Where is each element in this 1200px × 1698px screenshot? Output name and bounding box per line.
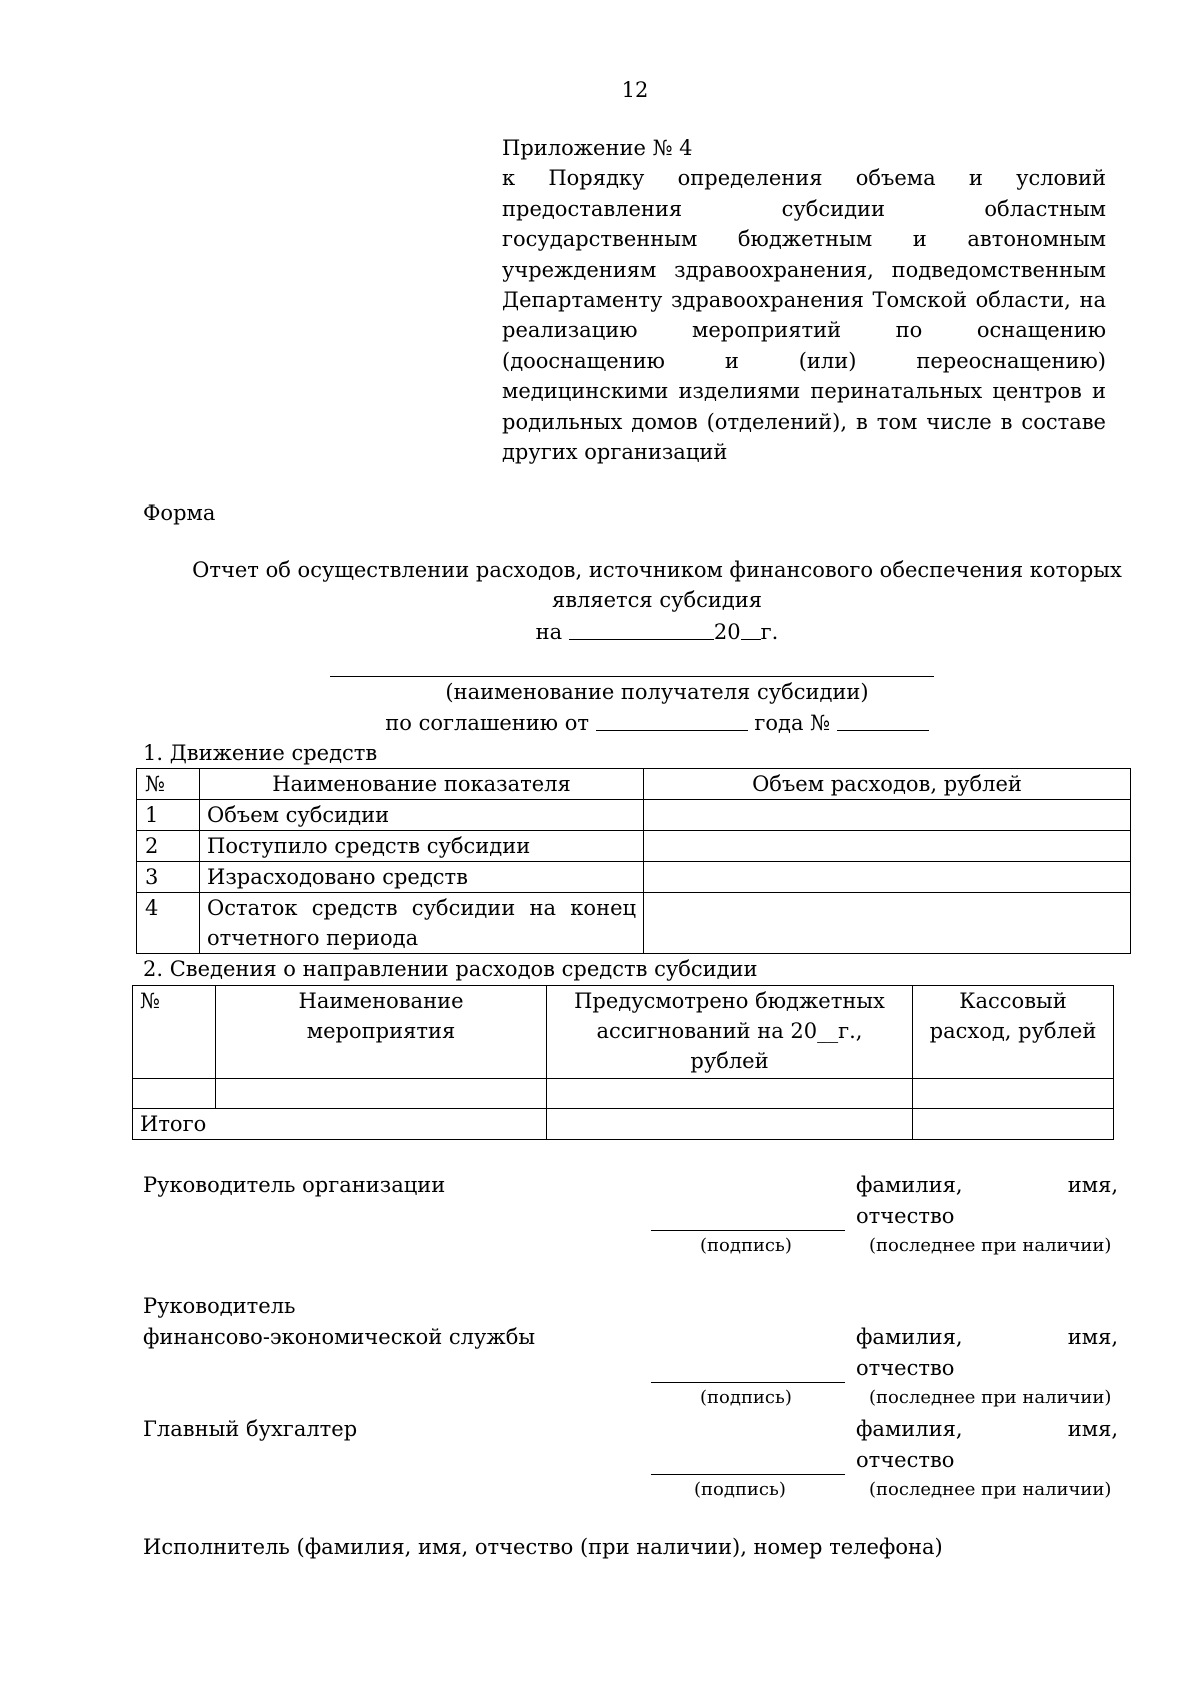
empty-cell[interactable] [913, 1079, 1114, 1109]
row-name-line: отчетного периода [207, 926, 419, 950]
table-header-row [137, 769, 1131, 800]
table-row [137, 800, 1131, 831]
signature-caption: (подпись) [700, 1235, 792, 1256]
signature-caption: (подпись) [700, 1387, 792, 1408]
total-row [133, 1109, 1114, 1140]
chief-accountant-label: Главный бухгалтер [143, 1417, 358, 1441]
header-num: № [137, 769, 200, 800]
recipient-caption: (наименование получателя субсидии) [445, 680, 869, 704]
empty-cell[interactable] [133, 1079, 216, 1109]
fio-line: отчество [856, 1356, 955, 1380]
amount-cell[interactable] [644, 893, 1131, 954]
row-num: 4 [137, 893, 200, 954]
annex-heading: Приложение № 4 [502, 136, 693, 160]
expense-direction-table [132, 985, 1114, 1140]
page-number: 12 [621, 78, 649, 102]
annex-line: государственным бюджетным и автономным [502, 227, 1106, 252]
signature-caption: (подпись) [694, 1479, 786, 1500]
amount-cell[interactable] [644, 862, 1131, 893]
fio-line: фамилия, имя, [856, 1173, 1118, 1197]
date-prefix: на [535, 620, 563, 644]
agreement-number-field[interactable] [837, 708, 929, 731]
fio-line: отчество [856, 1204, 955, 1228]
table-row [133, 1079, 1114, 1109]
row-num: 1 [137, 800, 200, 831]
fio-caption: (последнее при наличии) [869, 1479, 1112, 1500]
header-num: № [133, 986, 216, 1079]
header-text-line: Предусмотрено бюджетных [574, 989, 885, 1013]
executor-line: Исполнитель (фамилия, имя, отчество (при наличии), номер телефона) [143, 1535, 943, 1559]
annex-line: медицинскими изделиями перинатальных центров и [502, 379, 1106, 404]
annex-line: реализацию мероприятий по оснащению [502, 318, 1106, 343]
agreement-line [110, 708, 1200, 739]
signature-field[interactable] [651, 1382, 845, 1383]
date-blank-field[interactable] [569, 617, 714, 640]
funds-movement-table [136, 768, 1131, 954]
header-text-line: рублей [690, 1049, 769, 1073]
fin-head-label: Руководитель [143, 1294, 296, 1318]
section-2-heading: 2. Сведения о направлении расходов средств субсидии [143, 957, 758, 981]
header-text-line: Наименование [298, 989, 464, 1013]
row-name-line: Остаток средств субсидии на конец [207, 896, 636, 920]
header-budget [547, 986, 913, 1079]
header-cash-expense [913, 986, 1114, 1079]
table-row [137, 893, 1131, 954]
row-name: Израсходовано средств [200, 862, 644, 893]
header-text-line: Кассовый [959, 989, 1067, 1013]
form-label: Форма [143, 501, 216, 525]
report-title [110, 555, 1200, 615]
fio-block [856, 1322, 1118, 1384]
row-name: Поступило средств субсидии [200, 831, 644, 862]
date-year: 20 [713, 620, 741, 644]
annex-line: учреждениям здравоохранения, подведомственным [502, 257, 1106, 282]
fio-block [856, 1170, 1118, 1232]
annex-line: предоставления субсидии областным [502, 196, 1106, 221]
annex-block [502, 133, 1106, 467]
fio-caption: (последнее при наличии) [869, 1235, 1112, 1256]
fio-block [856, 1414, 1118, 1476]
agreement-prefix: по соглашению от [385, 711, 590, 735]
fio-line: фамилия, имя, [856, 1417, 1118, 1441]
empty-cell[interactable] [216, 1079, 547, 1109]
fin-head-label: финансово-экономической службы [143, 1325, 536, 1349]
header-indicator: Наименование показателя [200, 769, 644, 800]
empty-cell[interactable] [547, 1079, 913, 1109]
report-title-line: является субсидия [551, 588, 763, 612]
fio-line: фамилия, имя, [856, 1325, 1118, 1349]
year-blank-field[interactable] [741, 617, 761, 640]
annex-line: Департаменту здравоохранения Томской области, на [502, 288, 1106, 313]
amount-cell[interactable] [644, 831, 1131, 862]
report-date-line [110, 617, 1200, 648]
annex-line: других организаций [502, 440, 728, 465]
header-text-line: ассигнований на 20__г., [596, 1019, 863, 1043]
header-text-line: расход, рублей [929, 1019, 1097, 1043]
total-budget-cell[interactable] [547, 1109, 913, 1140]
table-header-row [133, 986, 1114, 1079]
fio-line: отчество [856, 1448, 955, 1472]
report-title-line: Отчет об осуществлении расходов, источником финансового обеспечения которых [192, 558, 1122, 582]
agreement-middle: года № [754, 711, 831, 735]
org-head-label: Руководитель организации [143, 1173, 446, 1197]
table-row [137, 831, 1131, 862]
signature-field[interactable] [651, 1230, 845, 1231]
row-name [200, 893, 644, 954]
row-name: Объем субсидии [200, 800, 644, 831]
signature-field[interactable] [651, 1474, 845, 1475]
header-text-line: мероприятия [306, 1019, 456, 1043]
annex-line: (дооснащению и (или) переоснащению) [502, 348, 1106, 373]
table-row [137, 862, 1131, 893]
fio-caption: (последнее при наличии) [869, 1387, 1112, 1408]
amount-cell[interactable] [644, 800, 1131, 831]
date-suffix: г. [760, 620, 779, 644]
header-event [216, 986, 547, 1079]
header-amount: Объем расходов, рублей [644, 769, 1131, 800]
total-label: Итого [133, 1109, 547, 1140]
total-cash-cell[interactable] [913, 1109, 1114, 1140]
section-1-heading: 1. Движение средств [143, 741, 378, 765]
row-num: 3 [137, 862, 200, 893]
row-num: 2 [137, 831, 200, 862]
annex-line: к Порядку определения объема и условий [502, 166, 1106, 191]
annex-line: родильных домов (отделений), в том числе в составе [502, 409, 1106, 434]
agreement-date-field[interactable] [596, 708, 748, 731]
